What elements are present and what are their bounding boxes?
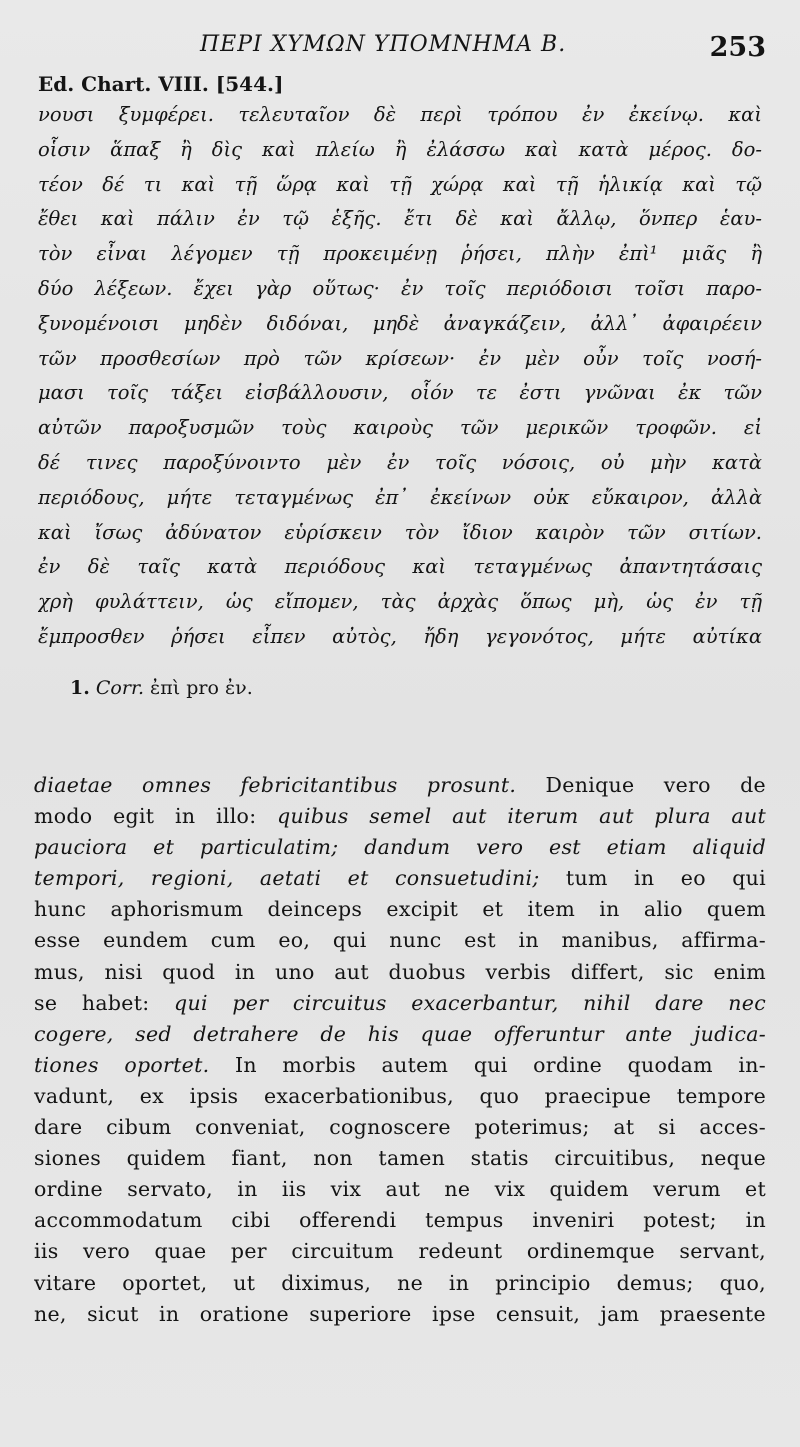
latin-roman-segment: iis vero quae per circuitum redeunt ordinemque servant, — [34, 1239, 766, 1264]
latin-line — [34, 1019, 766, 1050]
greek-line: αὐτῶν παροξυσμῶν τοὺς καιροὺς τῶν μερικῶν τροφῶν. εἰ — [38, 416, 762, 440]
latin-roman-segment: ne, sicut in oratione superiore ipse censuit, jam praesente — [34, 1301, 766, 1326]
footnote-greek-b: ἐν. — [224, 677, 253, 699]
page-number: 253 — [709, 32, 766, 63]
greek-line: περιόδους, μήτε τεταγμένως ἐπ᾽ ἐκείνων οὐκ εὔκαιρον, ἀλλὰ — [38, 485, 762, 509]
footnote-greek-a: ἐπὶ — [150, 677, 181, 699]
running-head — [0, 26, 800, 66]
greek-line: ξυνομένοισι μηδὲν διδόναι, μηδὲ ἀναγκάζειν, ἀλλ᾽ ἀφαιρέειν — [38, 311, 762, 335]
latin-line — [34, 863, 766, 894]
latin-line — [34, 1112, 766, 1143]
latin-roman-segment: mus, nisi quod in uno aut duobus verbis differt, sic enim — [34, 959, 766, 984]
footnote-pro: pro — [186, 677, 219, 699]
greek-line: καὶ ἴσως ἀδύνατον εὑρίσκειν τὸν ἴδιον καιρὸν τῶν σιτίων. — [38, 520, 762, 544]
running-title: ΠΕΡΙ ΧΥΜΩΝ ΥΠΟΜΝΗΜΑ Β. — [200, 32, 567, 57]
greek-line: δέ τινες παροξύνοιντο μὲν ἐν τοῖς νόσοις, οὐ μὴν κατὰ — [38, 450, 762, 474]
greek-line: τῶν προσθεσίων πρὸ τῶν κρίσεων· ἐν μὲν οὖν τοῖς νοσή- — [38, 346, 762, 370]
greek-line: χρὴ φυλάττειν, ὡς εἴπομεν, τὰς ἀρχὰς ὅπως μὴ, ὡς ἐν τῇ — [38, 590, 762, 614]
latin-roman-segment: dare cibum conveniat, cognoscere poterimus; at si acces- — [34, 1115, 766, 1140]
latin-line — [34, 1268, 766, 1299]
latin-roman-segment: vadunt, ex ipsis exacerbationibus, quo praecipue tempore — [34, 1083, 766, 1108]
greek-line: οἷσιν ἅπαξ ἢ δὶς καὶ πλείω ἢ ἐλάσσω καὶ κατὰ μέρος. δο- — [38, 137, 762, 161]
latin-line — [34, 832, 766, 863]
greek-line: νουσι ξυμφέρει. τελευταῖον δὲ περὶ τρόπου ἐν ἐκείνῳ. καὶ — [38, 103, 762, 126]
greek-line: τὸν εἶναι λέγομεν τῇ προκειμένῃ ῥήσει, πλὴν ἐπὶ¹ μιᾶς ἢ — [38, 242, 762, 266]
latin-text-block — [34, 770, 766, 1330]
latin-roman-segment: esse eundem cum eo, qui nunc est in manibus, affirma- — [34, 928, 766, 953]
latin-line — [34, 1174, 766, 1205]
latin-italic-segment: pauciora et particulatim; dandum vero est etiam aliquid — [34, 835, 766, 860]
latin-italic-segment: qui per circuitus exacerbantur, nihil dare nec — [174, 990, 766, 1015]
footnote-corr: Corr. — [95, 677, 144, 699]
latin-line — [34, 1205, 766, 1236]
latin-line — [34, 957, 766, 988]
greek-line: μασι τοῖς τάξει εἰσβάλλουσιν, οἷόν τε ἐστι γνῶναι ἐκ τῶν — [38, 381, 762, 405]
latin-roman-segment: In morbis autem qui ordine quodam in- — [209, 1052, 766, 1077]
footnote-number: 1. — [70, 677, 90, 699]
latin-italic-segment: cogere, sed detrahere de his quae offeruntur ante judica- — [34, 1021, 766, 1046]
latin-roman-segment: modo egit in illo: — [34, 804, 278, 829]
latin-roman-segment: hunc aphorismum deinceps excipit et item in alio quem — [34, 897, 766, 922]
greek-line: δύο λέξεων. ἔχει γὰρ οὕτως· ἐν τοῖς περιόδοισι τοῖσι παρο- — [38, 276, 762, 300]
latin-line — [34, 801, 766, 832]
latin-italic-segment: quibus semel aut iterum aut plura aut — [277, 804, 766, 829]
latin-line — [34, 1236, 766, 1267]
greek-line: ἔμπροσθεν ῥήσει εἶπεν αὐτὸς, ἤδη γεγονότος, μήτε αὐτίκα — [38, 624, 762, 648]
latin-roman-segment: tum in eo qui — [539, 866, 766, 891]
greek-line: ἔθει καὶ πάλιν ἐν τῷ ἑξῆς. ἔτι δὲ καὶ ἄλλῳ, ὅνπερ ἑαυ- — [38, 207, 762, 231]
latin-line — [34, 1081, 766, 1112]
latin-line — [34, 1050, 766, 1081]
latin-italic-segment: tempori, regioni, aetati et consuetudini; — [34, 866, 540, 891]
latin-line — [34, 1299, 766, 1330]
greek-text-block — [38, 98, 762, 655]
greek-line: ἐν δὲ ταῖς κατὰ περιόδους καὶ τεταγμένως ἀπαντητάσαις — [38, 555, 762, 579]
latin-line — [34, 925, 766, 956]
latin-line — [34, 770, 766, 801]
latin-roman-segment: vitare oportet, ut diximus, ne in principio demus; quo, — [34, 1270, 766, 1295]
latin-line — [34, 1143, 766, 1174]
latin-line — [34, 894, 766, 925]
latin-roman-segment: ordine servato, in iis vix aut ne vix quidem verum et — [34, 1177, 766, 1202]
latin-line — [34, 988, 766, 1019]
footnote — [70, 677, 253, 699]
latin-roman-segment: siones quidem fiant, non tamen statis circuitibus, neque — [34, 1146, 766, 1171]
edition-reference: Ed. Chart. VIII. [544.] — [38, 72, 284, 96]
latin-roman-segment: Denique vero de — [516, 773, 766, 797]
latin-italic-segment: diaetae omnes febricitantibus prosunt. — [34, 773, 517, 797]
latin-roman-segment: accommodatum cibi offerendi tempus inveniri potest; in — [34, 1208, 766, 1233]
latin-italic-segment: tiones oportet. — [34, 1052, 210, 1077]
greek-line: τέον δέ τι καὶ τῇ ὥρᾳ καὶ τῇ χώρᾳ καὶ τῇ ἡλικίᾳ καὶ τῷ — [38, 172, 762, 196]
latin-roman-segment: se habet: — [34, 990, 175, 1015]
